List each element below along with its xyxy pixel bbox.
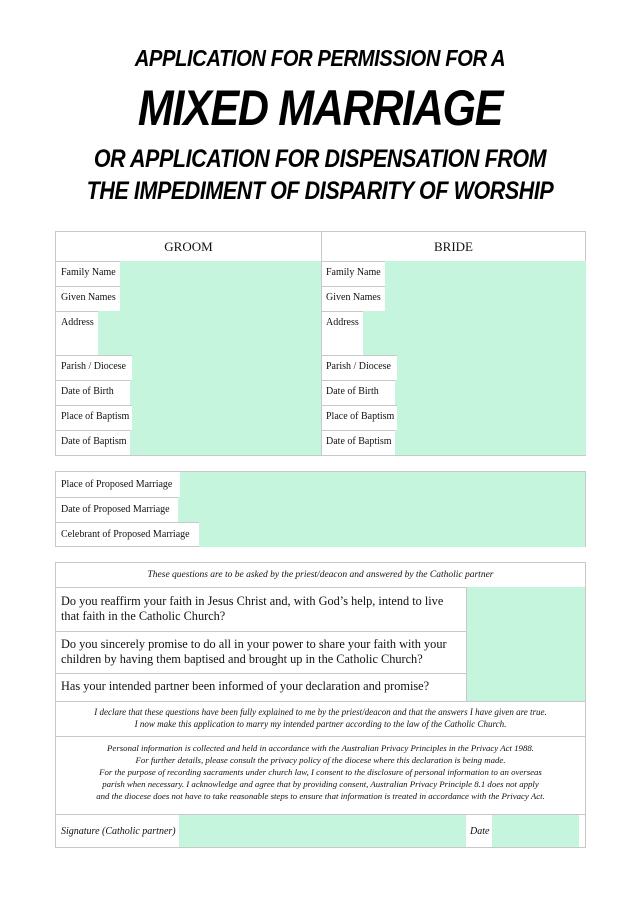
field-label: Parish / Diocese [326, 361, 391, 372]
statement-line: I declare that these questions have been fully explained to me by the priest/deacon and that the answers I have given are true. [94, 707, 547, 717]
answer-2-input[interactable] [466, 631, 585, 673]
groom-place-baptism-input[interactable] [132, 405, 321, 430]
date-input[interactable] [492, 815, 579, 847]
field-label: Given Names [326, 292, 381, 303]
groom-family-name-input[interactable] [120, 261, 321, 286]
celebrant-input[interactable] [199, 522, 585, 547]
bride-heading: BRIDE [321, 232, 586, 262]
privacy-notice [56, 737, 585, 815]
field-label: Date of Birth [326, 386, 379, 397]
question-row [56, 631, 585, 674]
answer-3-input[interactable] [466, 673, 585, 701]
field-label: Address [326, 317, 359, 328]
statement-line: I now make this application to marry my intended partner according to the law of the Catholic Church. [134, 719, 507, 729]
privacy-line: For the purpose of recording sacraments under church law, I consent to the disclosure of personal information to an overseas [99, 767, 542, 777]
bride-address-input[interactable] [363, 311, 586, 355]
title-main: MIXED MARRIAGE [137, 80, 503, 136]
declaration-section [55, 562, 586, 848]
signature-label: Signature (Catholic partner) [61, 826, 176, 837]
field-label: Date of Proposed Marriage [61, 504, 170, 515]
date-of-marriage-input[interactable] [178, 497, 585, 522]
question-row [56, 587, 585, 632]
groom-parish-row [56, 355, 321, 381]
question-row [56, 673, 585, 702]
bride-dob-row [321, 380, 586, 406]
bride-address-row [321, 311, 586, 356]
date-label: Date [470, 826, 490, 837]
privacy-line: and the diocese does not have to take reasonable steps to ensure that information is treated in accordance with the Privacy Act. [96, 791, 545, 801]
privacy-line: Personal information is collected and held in accordance with the Australian Privacy Principles in the Privacy Act 1988. [107, 743, 534, 753]
groom-parish-input[interactable] [132, 355, 321, 380]
celebrant-row [56, 522, 585, 547]
signature-row [56, 815, 585, 847]
field-label: Date of Baptism [61, 436, 127, 447]
field-label: Place of Baptism [326, 411, 395, 422]
bride-place-baptism-input[interactable] [397, 405, 586, 430]
bride-date-baptism-row [321, 430, 586, 455]
groom-dob-row [56, 380, 321, 406]
question-text: Has your intended partner been informed of your declaration and promise? [61, 679, 430, 693]
bride-parish-row [321, 355, 586, 381]
field-label: Parish / Diocese [61, 361, 126, 372]
bride-dob-input[interactable] [395, 380, 586, 405]
field-label: Date of Baptism [326, 436, 392, 447]
question-text: Do you sincerely promise to do all in your power to share your faith with your children by having them baptised and brought up in the Catholic Church? [61, 637, 447, 666]
field-label: Place of Proposed Marriage [61, 479, 173, 490]
signature-input[interactable] [179, 815, 466, 847]
place-of-marriage-row [56, 472, 585, 498]
date-of-marriage-row [56, 497, 585, 523]
bride-given-names-input[interactable] [385, 286, 586, 311]
privacy-line: For further details, please consult the privacy policy of the diocese where this declaration is being made. [135, 755, 506, 765]
groom-heading: GROOM [56, 232, 321, 262]
bride-family-name-input[interactable] [385, 261, 586, 286]
groom-column [56, 232, 322, 455]
question-text: Do you reaffirm your faith in Jesus Christ and, with God’s help, intend to live that faith in the Catholic Church? [61, 594, 444, 623]
parties-section [55, 231, 586, 456]
groom-date-baptism-row [56, 430, 321, 455]
place-of-marriage-input[interactable] [180, 472, 585, 497]
groom-date-baptism-input[interactable] [130, 430, 321, 455]
groom-given-names-row [56, 286, 321, 312]
groom-address-row [56, 311, 321, 356]
title-line-1: APPLICATION FOR PERMISSION FOR A [134, 45, 506, 71]
field-label: Given Names [61, 292, 116, 303]
bride-column [321, 232, 586, 455]
declaration-statement [56, 701, 585, 737]
groom-family-name-row [56, 261, 321, 287]
marriage-section [55, 471, 586, 547]
groom-given-names-input[interactable] [120, 286, 321, 311]
field-label: Date of Birth [61, 386, 114, 397]
field-label: Family Name [326, 267, 381, 278]
answer-1-input[interactable] [466, 587, 585, 631]
bride-given-names-row [321, 286, 586, 312]
bride-parish-input[interactable] [397, 355, 586, 380]
groom-address-input[interactable] [98, 311, 321, 355]
privacy-line: parish when necessary. I acknowledge and agree that by providing consent, Australian Privacy Principle 8.1 does not apply [102, 779, 539, 789]
title-line-4: THE IMPEDIMENT OF DISPARITY OF WORSHIP [86, 177, 554, 205]
groom-dob-input[interactable] [130, 380, 321, 405]
field-label: Family Name [61, 267, 116, 278]
field-label: Address [61, 317, 94, 328]
declaration-intro: These questions are to be asked by the priest/deacon and answered by the Catholic partner [56, 563, 585, 588]
field-label: Place of Baptism [61, 411, 130, 422]
groom-place-baptism-row [56, 405, 321, 431]
title-line-3: OR APPLICATION FOR DISPENSATION FROM [93, 145, 547, 173]
bride-family-name-row [321, 261, 586, 287]
bride-date-baptism-input[interactable] [395, 430, 586, 455]
field-label: Celebrant of Proposed Marriage [61, 529, 190, 540]
bride-place-baptism-row [321, 405, 586, 431]
